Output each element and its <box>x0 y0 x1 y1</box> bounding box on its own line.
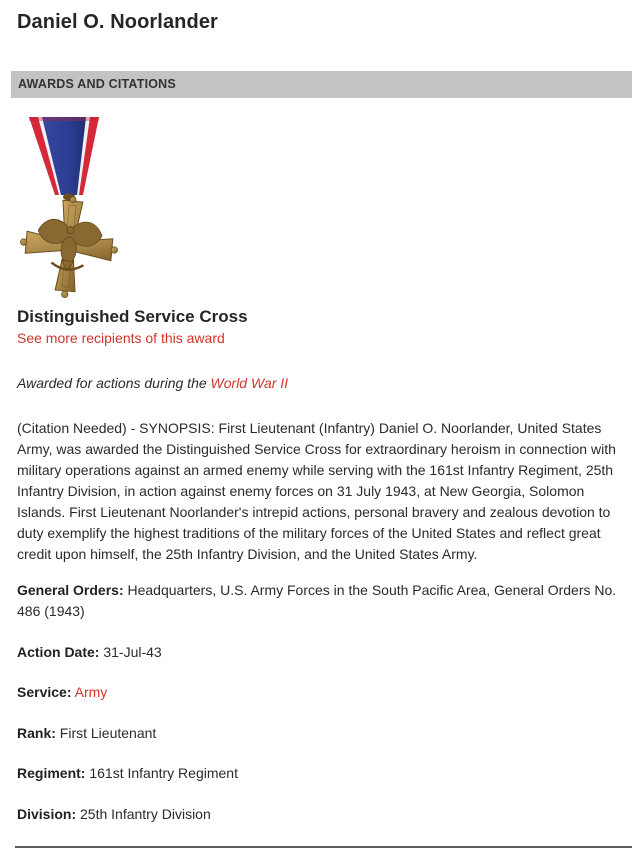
detail-regiment <box>17 763 629 784</box>
awarded-prefix-text: Awarded for actions during the <box>17 375 211 391</box>
distinguished-service-cross-medal-icon <box>17 109 123 301</box>
detail-label: Action Date: <box>17 643 100 660</box>
detail-label: General Orders: <box>17 582 124 598</box>
world-war-ii-link[interactable]: World War II <box>210 375 289 391</box>
detail-value: 31-Jul-43 <box>103 643 162 660</box>
detail-rank <box>17 723 629 744</box>
detail-value: Headquarters, U.S. Army Forces in the South Pacific Area, General Orders No. 486 (1943) <box>17 582 617 619</box>
detail-value: First Lieutenant <box>59 724 157 741</box>
detail-label: Regiment: <box>17 765 86 781</box>
awards-section-header: AWARDS AND CITATIONS <box>11 71 632 98</box>
page-title: Daniel O. Noorlander <box>17 11 218 33</box>
detail-action-date <box>17 642 629 663</box>
ribbon <box>29 117 99 195</box>
cross <box>17 192 122 301</box>
medal-image <box>17 109 123 301</box>
citation-text: (Citation Needed) - SYNOPSIS: First Lieutenant (Infantry) Daniel O. Noorlander, United States Army, was awarded the Distinguished Service Cross for extraordinary heroism in connection with military operations against an armed enemy while serving with the 161st Infantry Regiment, 25th Infantry Division, in action against enemy forces on 31 July 1943, at New Georgia, Solomon Islands. First Lieutenant Noorlander's intrepid actions, personal bravery and zealous devotion to duty exemplify the highest traditions of the military forces of the United States and reflect great credit upon himself, the 25th Infantry Division, and the United States Army. <box>17 420 616 562</box>
detail-service <box>17 682 629 703</box>
see-more-recipients-link[interactable]: See more recipients of this award <box>17 330 225 346</box>
detail-division <box>17 804 629 825</box>
awarded-for-line <box>17 375 630 391</box>
detail-value: 161st Infantry Regiment <box>89 765 238 781</box>
detail-general-orders <box>17 580 629 622</box>
bottom-divider <box>15 846 632 848</box>
detail-label: Rank: <box>17 724 56 741</box>
service-army-link[interactable]: Army <box>74 684 108 700</box>
detail-label: Division: <box>17 805 77 822</box>
detail-label: Service: <box>17 684 72 700</box>
award-title: Distinguished Service Cross <box>17 307 248 326</box>
detail-value: 25th Infantry Division <box>80 805 211 822</box>
page <box>0 11 637 848</box>
